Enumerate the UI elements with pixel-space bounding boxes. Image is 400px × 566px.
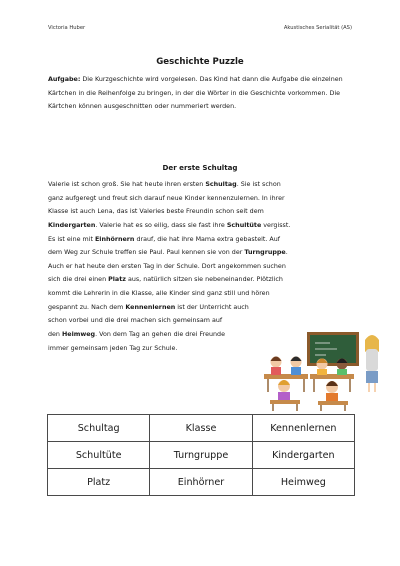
story-line	[48, 219, 354, 233]
story-keyword: Heimweg	[61, 331, 96, 339]
story-text-segment: . Von dem Tag an gehen die drei Freunde	[95, 331, 225, 339]
word-card: Schultag	[48, 415, 150, 442]
task-label: Aufgabe:	[48, 76, 81, 83]
word-card: Klasse	[150, 415, 252, 442]
story-text-segment: ganz aufgeregt und freut sich darauf neue Kinder kennenzulernen. In ihrer	[48, 194, 285, 202]
word-card: Einhörner	[150, 469, 252, 496]
story-text-segment: Valerie ist schon groß. Sie hat heute ihren ersten	[48, 181, 206, 188]
header-category: Akustisches Serialität (AS)	[283, 25, 352, 31]
word-cards-table	[47, 414, 355, 496]
story-line	[48, 287, 354, 301]
classroom-illustration	[262, 330, 392, 412]
story-keyword: Turngruppe	[244, 249, 286, 257]
story-line	[48, 301, 354, 315]
story-line	[48, 192, 354, 206]
header-author: Victoria Huber	[48, 25, 86, 31]
story-keyword: Platz	[108, 276, 126, 284]
story-text-segment: . Valerie hat es so eilig, dass sie fast ihre	[95, 221, 227, 229]
story-text-segment: Auch er hat heute den ersten Tag in der Schule. Dort angekommen suchen	[48, 262, 286, 270]
story-text-segment: vergisst.	[261, 221, 291, 229]
story-line	[48, 260, 354, 274]
task-text: Die Kurzgeschichte wird vorgelesen. Das Kind hat dann die Aufgabe die einzelnen Kärtchen in die Reihenfolge zu bringen, in der die Wörter in die Geschichte vorkommen. Die Kärtchen können ausgeschnitten oder nummeriert werden.	[48, 76, 343, 111]
story-text-segment: schon vorbei und die drei machen sich gemeinsam auf	[48, 317, 223, 325]
card-row	[48, 442, 355, 469]
story-text-segment: sich die drei einen	[48, 276, 109, 284]
story-text-segment: den	[48, 331, 62, 339]
story-text-segment: .	[285, 249, 288, 257]
story-text-segment: immer gemeinsam jeden Tag zur Schule.	[48, 344, 178, 352]
story-keyword: Schultüte	[226, 221, 262, 229]
task-paragraph	[48, 73, 354, 114]
story-title: Der erste Schultag	[162, 163, 238, 172]
story-text-segment: . Sie ist schon	[236, 181, 281, 188]
page-title: Geschichte Puzzle	[156, 57, 244, 67]
card-row	[48, 415, 355, 442]
story-line	[48, 233, 354, 247]
story-line	[48, 246, 354, 260]
story-keyword: Schultag	[205, 181, 237, 188]
story-text-segment: kommt die Lehrerin in die Klasse, alle Kinder sind ganz still und hören	[48, 290, 270, 298]
story-line	[48, 205, 354, 219]
story-text-segment: drauf, die hat ihre Mama extra gebastelt. Auf	[134, 235, 280, 243]
card-row	[48, 469, 355, 496]
story-keyword: Kennenlernen	[125, 303, 176, 311]
story-line	[48, 314, 354, 328]
story-line	[48, 273, 354, 287]
story-line	[48, 178, 354, 192]
story-keyword: Einhörnern	[94, 235, 135, 243]
story-text-segment: Klasse ist auch Lena, das ist Valeries beste Freundin schon seit dem	[48, 208, 264, 216]
word-card: Kennenlernen	[252, 415, 354, 442]
story-text-segment: aus, natürlich sitzen sie nebeneinander. Plötzlich	[125, 276, 283, 284]
story-text-segment: Es ist eine mit	[48, 235, 95, 243]
word-card: Heimweg	[252, 469, 354, 496]
story-text	[48, 178, 354, 355]
word-card: Kindergarten	[252, 442, 354, 469]
word-card: Turngruppe	[150, 442, 252, 469]
story-text-segment: dem Weg zur Schule treffen sie Paul. Paul kennen sie von der	[48, 249, 245, 257]
story-text-segment: ist der Unterricht auch	[175, 303, 249, 311]
story-keyword: Kindergarten	[48, 221, 96, 229]
word-card: Platz	[48, 469, 150, 496]
story-text-segment: gespannt zu. Nach dem	[48, 303, 126, 311]
word-card: Schultüte	[48, 442, 150, 469]
